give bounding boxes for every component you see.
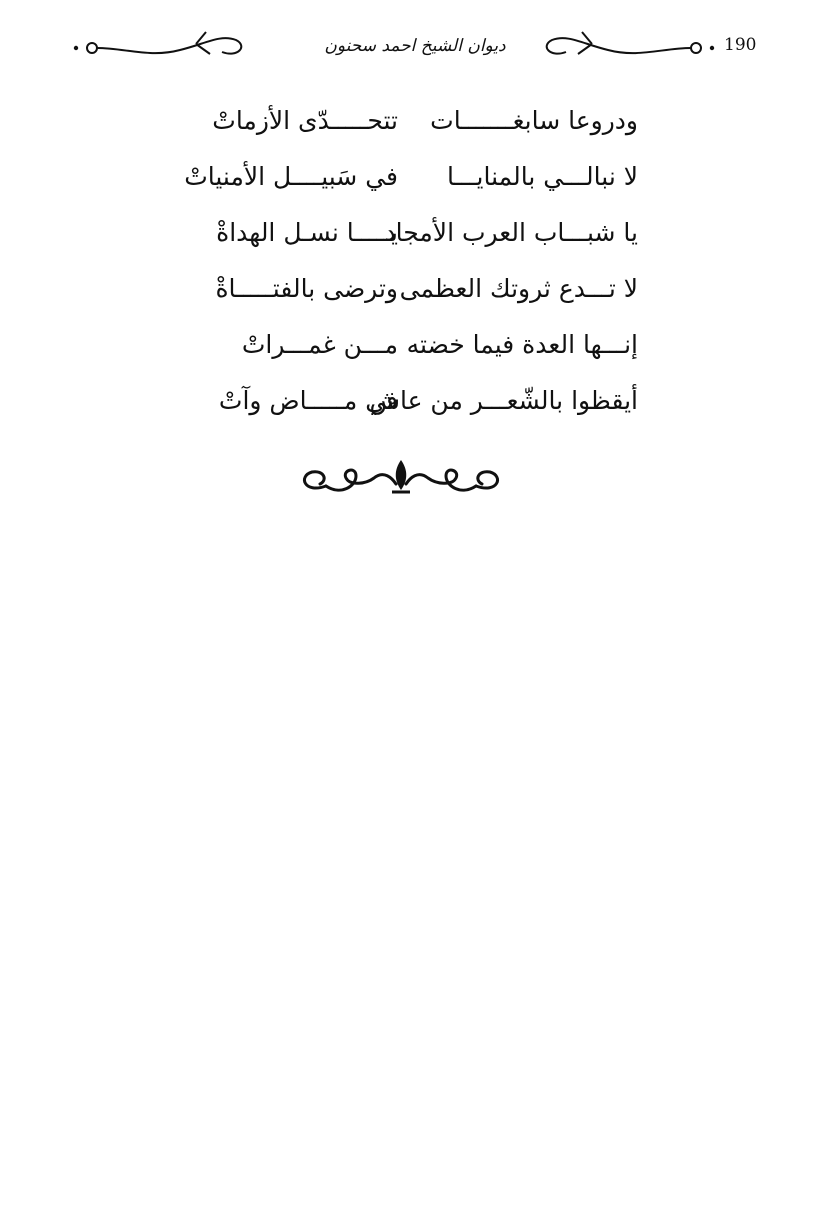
running-title: ديوان الشيخ احمد سحنون (324, 36, 506, 56)
page-header (0, 22, 822, 72)
page-number: 190 (724, 35, 757, 55)
verse (170, 208, 660, 264)
flourish-right-icon (547, 32, 714, 54)
flourish-left-icon (74, 32, 241, 54)
verse (170, 320, 660, 376)
verse-first-hemistich: لا نبالـــي بالمنايـــا (446, 162, 638, 191)
verse-second-hemistich: يـــــا نسـل الهداةْ (216, 218, 398, 247)
verse (170, 264, 660, 320)
verse-second-hemistich: مـــن غمـــراتْ (241, 330, 398, 359)
verse (170, 96, 660, 152)
verse-first-hemistich: إنـــها العدة فيما خضته (406, 330, 638, 359)
verse-first-hemistich: ودروعا سابغـــــــات (430, 106, 638, 135)
poem (170, 96, 660, 432)
verse (170, 152, 660, 208)
verse-second-hemistich: تتحـــــدّى الأزماتْ (212, 106, 398, 135)
verse-first-hemistich: يا شبـــاب العرب الأمجاد (384, 218, 638, 247)
verse-first-hemistich: أيقظوا بالشّعـــر من عاش (369, 386, 638, 415)
verse-first-hemistich: لا تـــدع ثروتك العظمى (399, 274, 638, 303)
end-ornament-icon (296, 456, 506, 504)
verse-second-hemistich: في سَبيــــل الأمنياتْ (184, 162, 398, 191)
verse (170, 376, 660, 432)
verse-second-hemistich: وترضى بالفتـــــاةْ (215, 274, 398, 303)
verse-second-hemistich: في مـــــاض وآتْ (218, 386, 398, 415)
